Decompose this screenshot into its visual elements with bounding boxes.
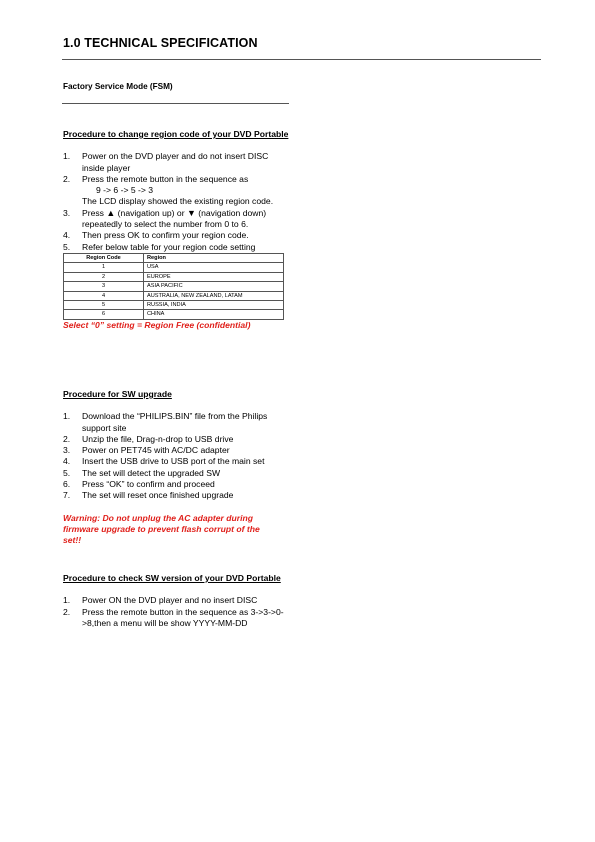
firmware-warning: Warning: Do not unplug the AC adapter during firmware upgrade to prevent flash corrupt of the set!! — [63, 512, 260, 546]
section-heading-fsm: Factory Service Mode (FSM) — [63, 82, 173, 91]
sw-version-section — [63, 573, 291, 629]
section-divider — [62, 103, 289, 104]
table-row: 3 ASIA PACIFIC — [64, 282, 284, 291]
table-row: 4 AUSTRALIA, NEW ZEALAND, LATAM — [64, 291, 284, 300]
page-title: 1.0 TECHNICAL SPECIFICATION — [63, 36, 258, 50]
list-item: 5. The set will detect the upgraded SW — [63, 467, 221, 478]
column-header-region: Region — [144, 253, 284, 262]
list-item: 2. Unzip the file, Drag-n-drop to USB drive — [63, 433, 234, 444]
sw-upgrade-title: Procedure for SW upgrade — [63, 389, 172, 399]
list-item: 1. Download the “PHILIPS.BIN” file from the Philips support site — [63, 411, 268, 433]
region-code-table — [63, 253, 284, 320]
table-header-row — [64, 253, 284, 262]
triangle-up-icon: ▲ — [106, 207, 116, 218]
list-item: 1. Power on the DVD player and do not insert DISC inside player — [63, 151, 269, 173]
table-row: 2 EUROPE — [64, 272, 284, 281]
list-item: 6. Press “OK” to confirm and proceed — [63, 479, 215, 490]
table-row: 6 CHINA — [64, 310, 284, 319]
sw-version-steps-list — [63, 595, 291, 629]
list-item: 4. Insert the USB drive to USB port of the main set — [63, 456, 265, 467]
sw-version-title: Procedure to check SW version of your DVD Portable — [63, 573, 281, 583]
list-item: 2. Press the remote button in the sequence as 3->3->0->8,then a menu will be show YYYY-MM-DD — [63, 606, 284, 628]
column-header-region-code: Region Code — [64, 253, 144, 262]
region-code-section — [63, 129, 291, 331]
sw-upgrade-section — [63, 389, 291, 547]
list-item: 7. The set will reset once finished upgrade — [63, 490, 234, 501]
list-item: 1. Power ON the DVD player and no insert DISC — [63, 595, 258, 606]
list-item: 5. Refer below table for your region code setting — [63, 241, 256, 252]
triangle-down-icon: ▼ — [186, 207, 196, 218]
region-free-note: Select “0” setting = Region Free (confidential) — [63, 319, 251, 330]
list-item: 2. Press the remote button in the sequence as 9 -> 6 -> 5 -> 3 The LCD display showed the existing region code. — [63, 174, 291, 208]
region-procedure-title: Procedure to change region code of your DVD Portable — [63, 129, 289, 139]
list-item: 3. Power on PET745 with AC/DC adapter — [63, 445, 230, 456]
table-row: 1 USA — [64, 263, 284, 272]
table-row: 5 RUSSIA, INDIA — [64, 301, 284, 310]
button-sequence: 9 -> 6 -> 5 -> 3 — [96, 185, 154, 196]
region-steps-list — [63, 151, 291, 253]
list-item: 4. Then press OK to confirm your region code. — [63, 230, 249, 241]
sw-upgrade-steps-list — [63, 411, 291, 501]
list-item: 3. Press ▲ (navigation up) or ▼ (navigation down) repeatedly to select the number from 0 to 6. — [63, 207, 267, 230]
title-divider — [62, 59, 541, 60]
